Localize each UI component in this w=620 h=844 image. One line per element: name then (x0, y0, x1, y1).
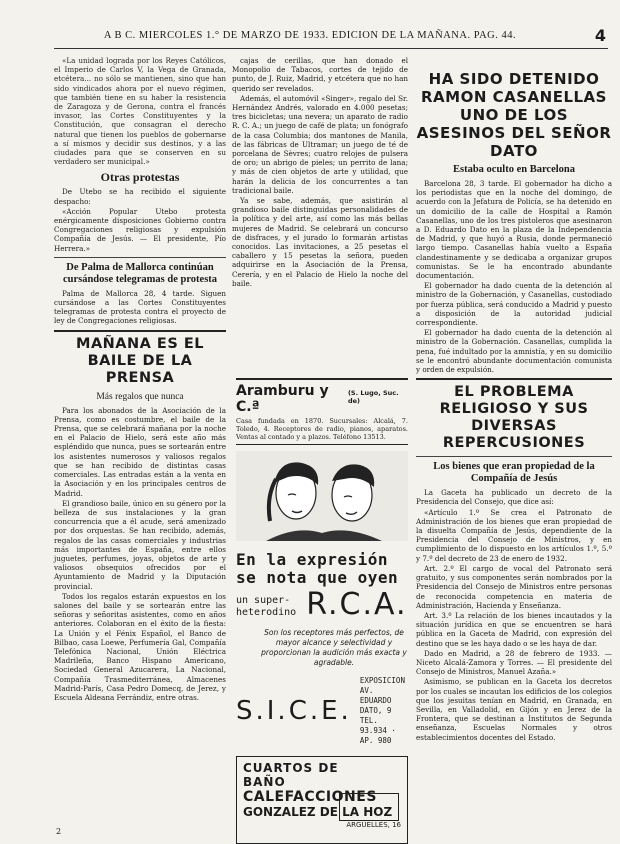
header-rule (54, 48, 608, 49)
divider (54, 257, 226, 258)
col3-heading-problema-religioso: EL PROBLEMA RELIGIOSO Y SUS DIVERSAS REPERCUSIONES (439, 384, 589, 452)
ad-brand-address: (S. Lugo, Suc. de) (347, 389, 399, 405)
ad-rca-row (236, 587, 408, 622)
col3-heading-casanellas: HA SIDO DETENIDO RAMON CASANELLAS UNO DE LOS ASESINOS DEL SEÑOR DATO (416, 70, 612, 160)
col3-paragraph: Art. 3.º La relación de los bienes incautados y la situación jurídica en que se encuentren se hará pública en la Gaceta de Madrid, con expresión del destino que se les haya dado o se les haya de dar. (416, 610, 612, 648)
col2-paragraph: Además, el automóvil «Singer», regalo del Sr. Hernández Andrés, valorado en 4.000 pesetas; tres bicicletas; una nevera; un aparato de radio R. C. A.; un juego de café de plata; un fonógrafo de la casa Columbia; dos mantones de Manila, de las fábricas de Ultramar; un juego de té de porcelana de Sèvres; cuatro relojes de pulsera de oro; un abrigo de pieles; un perrito de lana; y más de cien objetos de arte y utilidad, que harán la delicia de los concurrentes a tan tradicional baile. (232, 93, 408, 195)
col1-paragraph: Para los abonados de la Asociación de la Prensa, como es costumbre, el baile de la Prensa, que se celebrará mañana por la noche en el Palacio de Hielo, será este año más espléndido que nunca, pues se sortearán entre los asistentes numerosos y valiosos regalos que se han recibido de distintas casas comerciales. Las entradas están a la venta en la Asociación y en los principales centros de Madrid. (54, 405, 226, 498)
col1-heading-baile-prensa: MAÑANA ES EL BAILE DE LA PRENSA (76, 335, 204, 386)
ad-brand: Aramburu y C.ª (236, 383, 329, 415)
col1-paragraph: El grandioso baile, único en su género por la belleza de sus instalaciones y la gran concurrencia que a él acude, será amenizado por dos orquestas. Se han recibido, además, regalos de las casas comerciales y industrias más importantes de España, entre ellos juguetes, perfumes, joyas, objetos de arte y valiosos obsequios ofrecidos por el Ayuntamiento de Madrid y la Diputación provincial. (54, 498, 226, 591)
col1-paragraph: Palma de Mallorca 28, 4 tarde. Siguen cursándose a las Cortes Constituyentes telegramas de protesta contra el proyecto de ley de Congregaciones religiosas. (54, 288, 226, 326)
column-1 (54, 56, 226, 703)
ad-sice-line1: EXPOSICION (359, 676, 405, 685)
col1-intro: «La unidad lograda por los Reyes Católicos, el Imperio de Carlos V, la Vega de Granada, etcétera... no sólo se mantienen, sino que han sido vindicados ahora por el nuevo régimen, que también tiene en su haber la resistencia de Zaragoza y de Gerona, contra el francés invasor, las Cortes Constituyentes y la Constitución, que consagran el derecho natural que tienen los pueblos de gobernarse a sí mismos y decidir sus destinos, y a las ciudades para que se conserven en su verdadero ser municipal.» (54, 56, 226, 167)
col1-subheading-regalos: Más regalos que nunca (96, 391, 184, 402)
divider (416, 378, 612, 380)
ad2-line3: CALEFACCIONES (243, 789, 377, 805)
ad-top-rule (236, 378, 408, 380)
ad-sice-logo: S.I.C.E. (236, 696, 352, 726)
col3-paragraph: Art. 2.º El cargo de vocal del Patronato será gratuito, y sus componentes serán nombrados por la Presidencia del Consejo de Ministros entre personas de reconocida competencia en materia de Administración, Hacienda y Enseñanza. (416, 563, 612, 610)
ad-brand-row (236, 383, 408, 415)
ad-sice-line2: AV. EDUARDO DATO, 9 (359, 686, 392, 715)
divider (54, 330, 226, 332)
ad2-bathtub-icon (339, 793, 399, 821)
col2-paragraph: cajas de cerillas, que han donado el Monopolio de Tabacos, cortes de tejido de punto, de J. Ruiz, Madrid, y etcétera que no han querido ser revelados. (232, 56, 408, 93)
column-3 (416, 56, 612, 743)
ad-couple-illustration (236, 451, 408, 541)
ad-sup-line1: un super- (236, 594, 291, 606)
col3-paragraph: Asimismo, se publican en la Gaceta los decretos por los cuales se incautan los edificios de los colegios que los jesuitas tenían en Madrid, en Granada, en Sevilla, en Valladolid, en Gijón y en Jerez de la Frontera, que se destinan a Institutos de Segunda enseñanza, Escuelas Normales y otros establecimientos docentes del Estado. (416, 677, 612, 742)
ad-note: Son los receptores más perfectos, de mayor alcance y selectividad y proporcionan la audición más exacta y agradable. (261, 628, 407, 667)
ad-rule (236, 444, 408, 445)
ad-sice-address (360, 676, 408, 746)
ad-sup-line2: heterodino (236, 606, 297, 618)
divider (416, 456, 612, 457)
ad-heating-box (236, 756, 408, 844)
col3-paragraph: Barcelona 28, 3 tarde. El gobernador ha dicho a los periodistas que en la noche del domingo, de acuerdo con la Jefatura de Policía, se ha detenido en un domicilio de la calle de Hospital a Ramón Casanellas, uno de los tres pistoleros que asesinaron a D. Eduardo Dato en la plaza de la Independencia de Madrid, y que huyó a Rusia, donde permaneció largo tiempo. Casanellas había vuelto a España clandestinamente y se dedicaba a organizar grupos comunistas. Se le ha encontrado abundante documentación. (416, 179, 612, 281)
ad-slogan-line2: se nota que oyen (236, 568, 399, 587)
col1-paragraph: «Acción Popular Utebo protesta enérgicamente disposiciones Gobierno contra Congregaciones religiosas y expulsión Compañía de Jesús. — El presidente, Pío Herrera.» (54, 206, 226, 253)
ad2-line5: ARGÜELLES, 16 (346, 821, 401, 829)
col3-paragraph: «Artículo 1.º Se crea el Patronato de Administración de los bienes que eran propiedad de la disuelta Compañía de Jesús, dependiente de la Presidencia del Consejo de Ministros, y en cumplimiento de lo dispuesto en los artículos 1.º, 5.º y 7.º del decreto de 23 de enero de 1932. (416, 507, 612, 563)
column-2 (232, 56, 408, 289)
col2-paragraph: Ya se sabe, además, que asistirán al grandioso baile distinguidas personalidades de la política y del arte, así como las más bellas mujeres de Madrid. Se celebrará un concurso de disfraces, y el jurado lo formarán artistas conocidos. Las invitaciones, a 25 pesetas el caballero y 15 pesetas la señora, pueden adquirirse en la Asociación de la Prensa, Cerería, y en el Palacio de Hielo la noche del baile. (232, 196, 408, 288)
ad-superheterodino (236, 595, 296, 619)
ad-slogan-line1: En la expresión (236, 550, 388, 569)
ad2-line1: CUARTOS DE (243, 761, 339, 775)
page-header: A B C. MIERCOLES 1.° DE MARZO DE 1933. EDICION DE LA MAÑANA. PAG. 44. (103, 30, 517, 41)
page-mark: 4 (594, 26, 606, 45)
ad2-line2: BAÑO (243, 775, 286, 789)
col3-paragraph: Dado en Madrid, a 28 de febrero de 1933. — Niceto Alcalá-Zamora y Torres. — El presidente del Consejo de Ministros, Manuel Azaña.» (416, 648, 612, 677)
ad-sice-row (236, 676, 408, 746)
col1-heading-otras-protestas: Otras protestas (100, 170, 180, 185)
ad2-line4: GONZALEZ DE LA HOZ (243, 805, 393, 819)
col3-paragraph: La Gaceta ha publicado un decreto de la Presidencia del Consejo, que dice así: (416, 488, 612, 507)
col1-paragraph: Todos los regalos estarán expuestos en los salones del baile y se sortearán entre las señoras y señoritas asistentes, como en años anteriores. Colaboran en el éxito de la fiesta: La Unión y el Fénix Español, el Banco de Bilbao, casa Loewe, Perfumería Gal, Compañía Telefónica Nacional, Unión Eléctrica Madrileña, Banco Hispano Americano, Sociedad General Azucarera, La Nacional, Compañía Trasmediterránea, Almacenes Madrid-París, Casa Pedro Domecq, de Jerez, y Escuela Aldeana Ferrándiz, entre otras. (54, 591, 226, 702)
col3-paragraph: El gobernador ha dado cuenta de la detención al ministro de la Gobernación. Casanellas, cumplida la pena, fué indultado por la amnistía, y en su domicilio se le encontró abundante documentación comunista y orden de expulsión. (416, 328, 612, 375)
ad-rca-logo: R.C.A. (306, 587, 408, 622)
ad-sice-line3: TEL. 93.934 · AP. 980 (359, 716, 396, 745)
col1-heading-palma: De Palma de Mallorca continúan cursándose telegramas de protesta (62, 261, 218, 285)
col3-subheading-barcelona: Estaba oculto en Barcelona (452, 164, 576, 175)
col3-subheading-bienes: Los bienes que eran propiedad de la Compañía de Jesús (433, 461, 595, 485)
col3-paragraph: El gobernador ha dado cuenta de la detención al ministro de la Gobernación, y Casanellas, custodiado por fuerza pública, será conducido a Madrid y puesto a disposición de la autoridad judicial correspondiente. (416, 281, 612, 328)
ad-description: Casa fundada en 1870. Sucursales: Alcalá, 7. Toledo, 4. Receptores de radio, pianos, aparatos. Ventas al contado y a plazos. Teléfono 13513. (236, 417, 408, 441)
footer-mark: 2 (56, 827, 62, 836)
col1-paragraph: De Utebo se ha recibido el siguiente despacho: (54, 187, 226, 206)
advertisement (236, 378, 408, 829)
